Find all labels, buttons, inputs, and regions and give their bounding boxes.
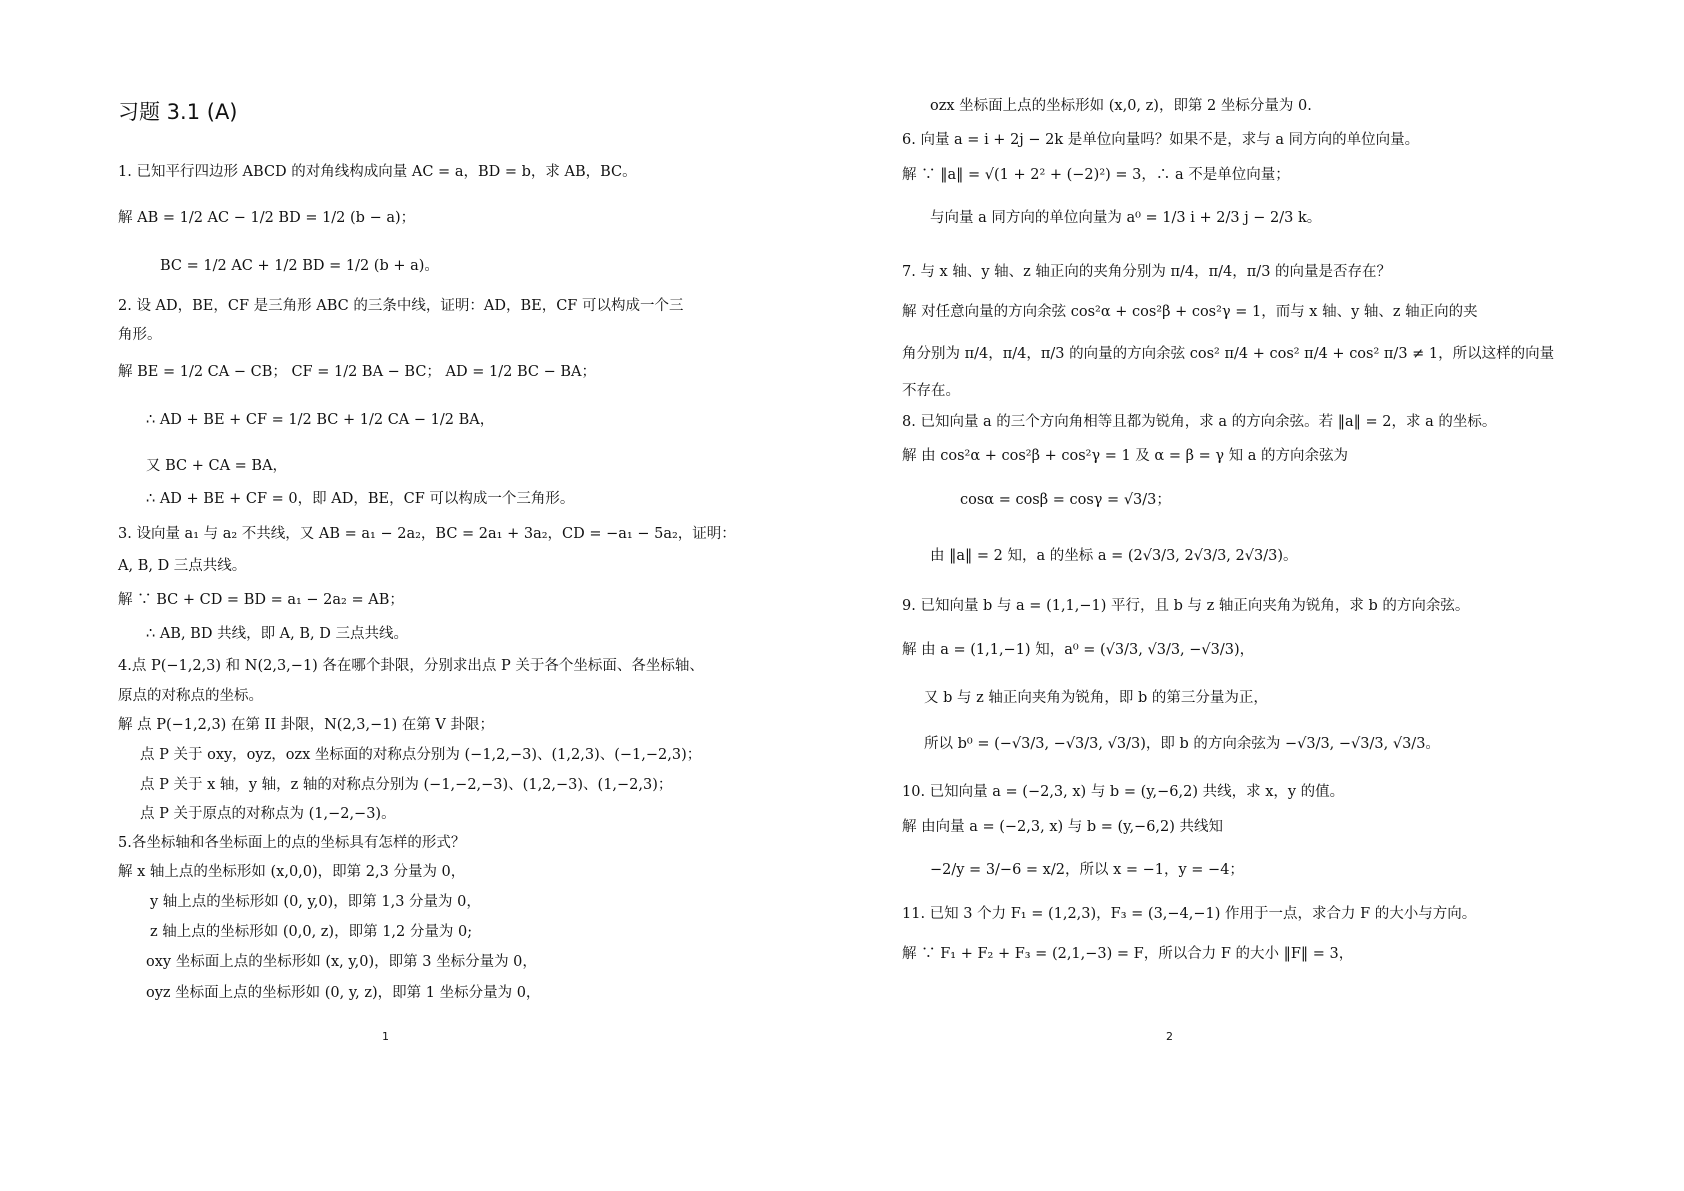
solution-5-line-2: y 轴上点的坐标形如 (0, y,0)，即第 1,3 分量为 0，: [150, 894, 481, 910]
solution-7-line-2: 角分别为 π/4，π/4，π/3 的向量的方向余弦 cos² π/4 + cos² π/4 + cos² π/3 ≠ 1，所以这样的向量: [902, 346, 1555, 362]
exercise-title: 习题 3.1 (A): [118, 100, 238, 124]
problem-2-cont: 角形。: [118, 327, 162, 343]
solution-4-line-3: 点 P 关于 x 轴，y 轴，z 轴的对称点分别为 (−1,−2,−3)、(1,2,−3)、(1,−2,3)；: [140, 777, 673, 793]
solution-6-line-1: 解 ∵ ‖a‖ = √(1 + 2² + (−2)²) = 3，∴ a 不是单位向量；: [902, 167, 1290, 183]
problem-4-cont: 原点的对称点的坐标。: [118, 688, 263, 704]
solution-4-line-4: 点 P 关于原点的对称点为 (1,−2,−3)。: [140, 806, 396, 822]
problem-8: 8. 已知向量 a 的三个方向角相等且都为锐角，求 a 的方向余弦。若 ‖a‖ = 2，求 a 的坐标。: [902, 414, 1497, 430]
problem-2: 2. 设 AD，BE，CF 是三角形 ABC 的三条中线，证明：AD，BE，CF 可以构成一个三: [118, 298, 684, 314]
page-right: [842, 0, 1684, 1191]
problem-9: 9. 已知向量 b 与 a = (1,1,−1) 平行，且 b 与 z 轴正向夹角为锐角，求 b 的方向余弦。: [902, 598, 1470, 614]
problem-11: 11. 已知 3 个力 F₁ = (1,2,3)，F₃ = (3,−4,−1) 作用于一点，求合力 F 的大小与方向。: [902, 906, 1477, 922]
solution-10-line-1: 解 由向量 a = (−2,3, x) 与 b = (y,−6,2) 共线知: [902, 819, 1224, 835]
solution-4-line-1: 解 点 P(−1,2,3) 在第 II 卦限，N(2,3,−1) 在第 V 卦限；: [118, 717, 494, 733]
page-number: 2: [1166, 1030, 1173, 1043]
solution-7-line-1: 解 对任意向量的方向余弦 cos²α + cos²β + cos²γ = 1，而与 x 轴、y 轴、z 轴正向的夹: [902, 304, 1478, 320]
problem-10: 10. 已知向量 a = (−2,3, x) 与 b = (y,−6,2) 共线，求 x，y 的值。: [902, 784, 1345, 800]
solution-7-line-3: 不存在。: [902, 383, 960, 399]
solution-8-line-1: 解 由 cos²α + cos²β + cos²γ = 1 及 α = β = γ 知 a 的方向余弦为: [902, 448, 1348, 464]
solution-4-line-2: 点 P 关于 oxy，oyz，ozx 坐标面的对称点分别为 (−1,2,−3)、(1,2,3)、(−1,−2,3)；: [140, 747, 702, 763]
solution-5-line-1: 解 x 轴上点的坐标形如 (x,0,0)，即第 2,3 分量为 0，: [118, 864, 466, 880]
problem-3: 3. 设向量 a₁ 与 a₂ 不共线，又 AB = a₁ − 2a₂，BC = 2a₁ + 3a₂，CD = −a₁ − 5a₂，证明：: [118, 526, 736, 542]
solution-3-line-2: ∴ AB, BD 共线，即 A, B, D 三点共线。: [146, 626, 408, 642]
solution-5-line-6: ozx 坐标面上点的坐标形如 (x,0, z)，即第 2 坐标分量为 0.: [930, 98, 1312, 114]
solution-5-line-4: oxy 坐标面上点的坐标形如 (x, y,0)，即第 3 坐标分量为 0，: [146, 954, 537, 970]
solution-2-line-1: 解 BE = 1/2 CA − CB； CF = 1/2 BA − BC； AD = 1/2 BC − BA；: [118, 364, 596, 380]
solution-5-line-5: oyz 坐标面上点的坐标形如 (0, y, z)，即第 1 坐标分量为 0，: [146, 985, 541, 1001]
solution-1-line-2: BC = 1/2 AC + 1/2 BD = 1/2 (b + a)。: [160, 258, 439, 274]
solution-1-line-1: 解 AB = 1/2 AC − 1/2 BD = 1/2 (b − a)；: [118, 210, 416, 226]
problem-7: 7. 与 x 轴、y 轴、z 轴正向的夹角分别为 π/4，π/4，π/3 的向量是否存在？: [902, 264, 1392, 280]
solution-8-line-2: cosα = cosβ = cosγ = √3/3；: [960, 492, 1171, 508]
solution-8-line-3: 由 ‖a‖ = 2 知，a 的坐标 a = (2√3/3, 2√3/3, 2√3/3)。: [930, 548, 1298, 564]
solution-2-line-2: ∴ AD + BE + CF = 1/2 BC + 1/2 CA − 1/2 BA，: [146, 412, 495, 428]
solution-6-line-2: 与向量 a 同方向的单位向量为 a⁰ = 1/3 i + 2/3 j − 2/3 k。: [930, 210, 1322, 226]
page-number: 1: [382, 1030, 389, 1043]
problem-1: 1. 已知平行四边形 ABCD 的对角线构成向量 AC = a，BD = b，求 AB，BC。: [118, 164, 637, 180]
solution-3-line-1: 解 ∵ BC + CD = BD = a₁ − 2a₂ = AB；: [118, 592, 404, 608]
problem-3-cont: A, B, D 三点共线。: [118, 558, 247, 574]
solution-2-line-4: ∴ AD + BE + CF = 0，即 AD，BE，CF 可以构成一个三角形。: [146, 491, 575, 507]
problem-6: 6. 向量 a = i + 2j − 2k 是单位向量吗？如果不是，求与 a 同方向的单位向量。: [902, 132, 1420, 148]
solution-10-line-2: −2/y = 3/−6 = x/2，所以 x = −1，y = −4；: [930, 862, 1244, 878]
problem-5: 5.各坐标轴和各坐标面上的点的坐标具有怎样的形式？: [118, 835, 466, 851]
solution-9-line-3: 所以 b⁰ = (−√3/3, −√3/3, √3/3)，即 b 的方向余弦为 −√3/3, −√3/3, √3/3。: [924, 736, 1440, 752]
solution-9-line-2: 又 b 与 z 轴正向夹角为锐角，即 b 的第三分量为正，: [924, 690, 1268, 706]
solution-5-line-3: z 轴上点的坐标形如 (0,0, z)，即第 1,2 分量为 0;: [150, 924, 473, 940]
solution-2-line-3: 又 BC + CA = BA，: [146, 458, 288, 474]
solution-11-line-1: 解 ∵ F₁ + F₂ + F₃ = (2,1,−3) = F，所以合力 F 的大小 ‖F‖ = 3，: [902, 946, 1354, 962]
problem-4: 4.点 P(−1,2,3) 和 N(2,3,−1) 各在哪个卦限，分别求出点 P 关于各个坐标面、各坐标轴、: [118, 658, 704, 674]
solution-9-line-1: 解 由 a = (1,1,−1) 知，a⁰ = (√3/3, √3/3, −√3/3)，: [902, 642, 1255, 658]
